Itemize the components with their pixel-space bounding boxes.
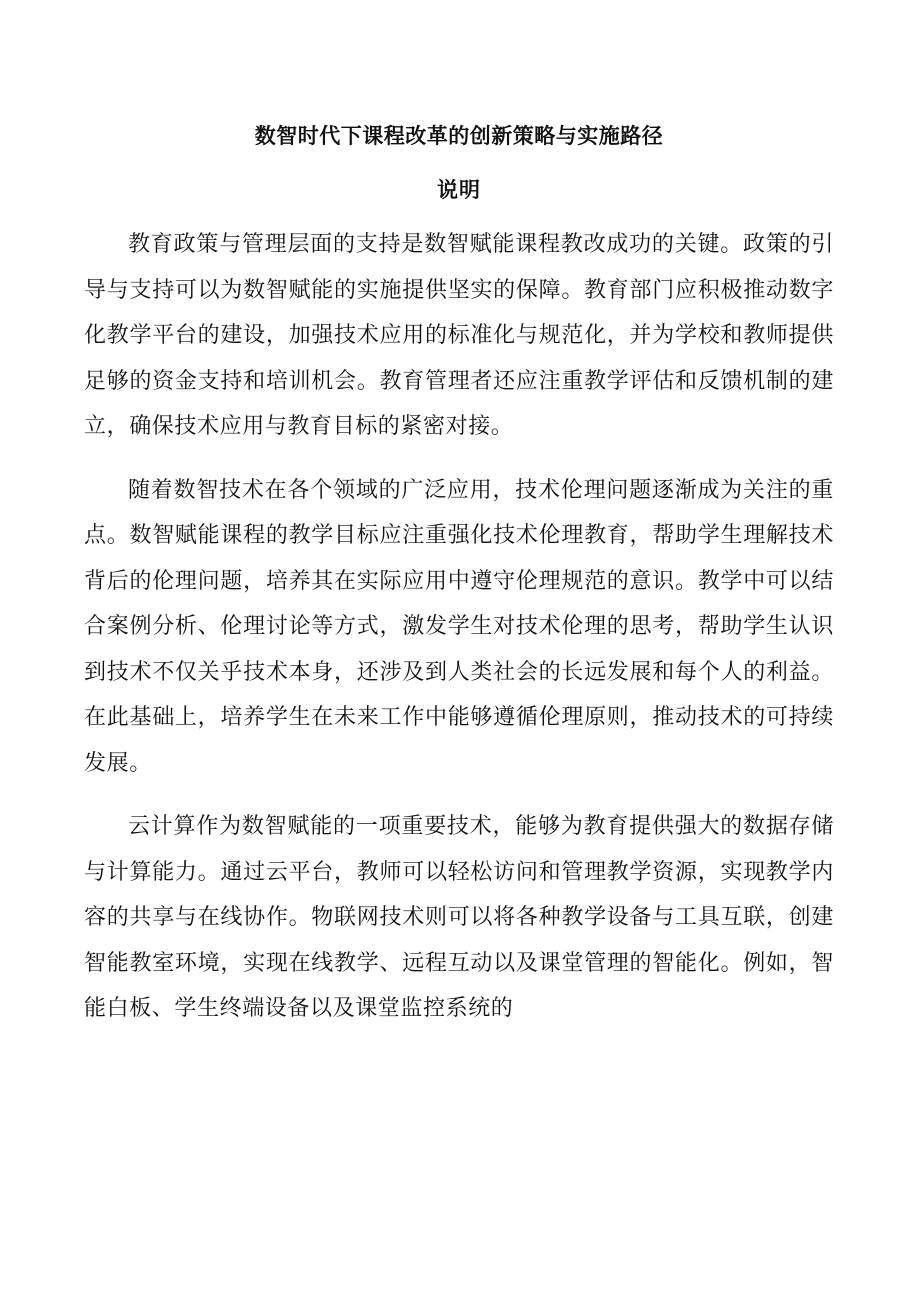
paragraph-cloud-computing: 云计算作为数智赋能的一项重要技术，能够为教育提供强大的数据存储与计算能力。通过云平台，教师可以轻松访问和管理教学资源，实现教学内容的共享与在线协作。物联网技术则可以将各种教学设备与工具互联，创建智能教室环境，实现在线教学、远程互动以及课堂管理的智能化。例如，智能白板、学生终端设备以及课堂监控系统的 <box>84 814 834 1021</box>
document-title: 数智时代下课程改革的创新策略与实施路径 <box>254 123 664 148</box>
document-subtitle: 说明 <box>437 177 481 202</box>
paragraph-technology-ethics: 随着数智技术在各个领域的广泛应用，技术伦理问题逐渐成为关注的重点。数智赋能课程的教学目标应注重强化技术伦理教育，帮助学生理解技术背后的伦理问题，培养其在实际应用中遵守伦理规范的意识。教学中可以结合案例分析、伦理讨论等方式，激发学生对技术伦理的思考，帮助学生认识到技术不仅关乎技术本身，还涉及到人类社会的长远发展和每个人的利益。在此基础上，培养学生在未来工作中能够遵循伦理原则，推动技术的可持续发展。 <box>84 477 834 776</box>
paragraph-policy-support: 教育政策与管理层面的支持是数智赋能课程教改成功的关键。政策的引导与支持可以为数智赋能的实施提供坚实的保障。教育部门应积极推动数字化教学平台的建设，加强技术应用的标准化与规范化，并为学校和教师提供足够的资金支持和培训机会。教育管理者还应注重教学评估和反馈机制的建立，确保技术应用与教育目标的紧密对接。 <box>84 232 834 439</box>
